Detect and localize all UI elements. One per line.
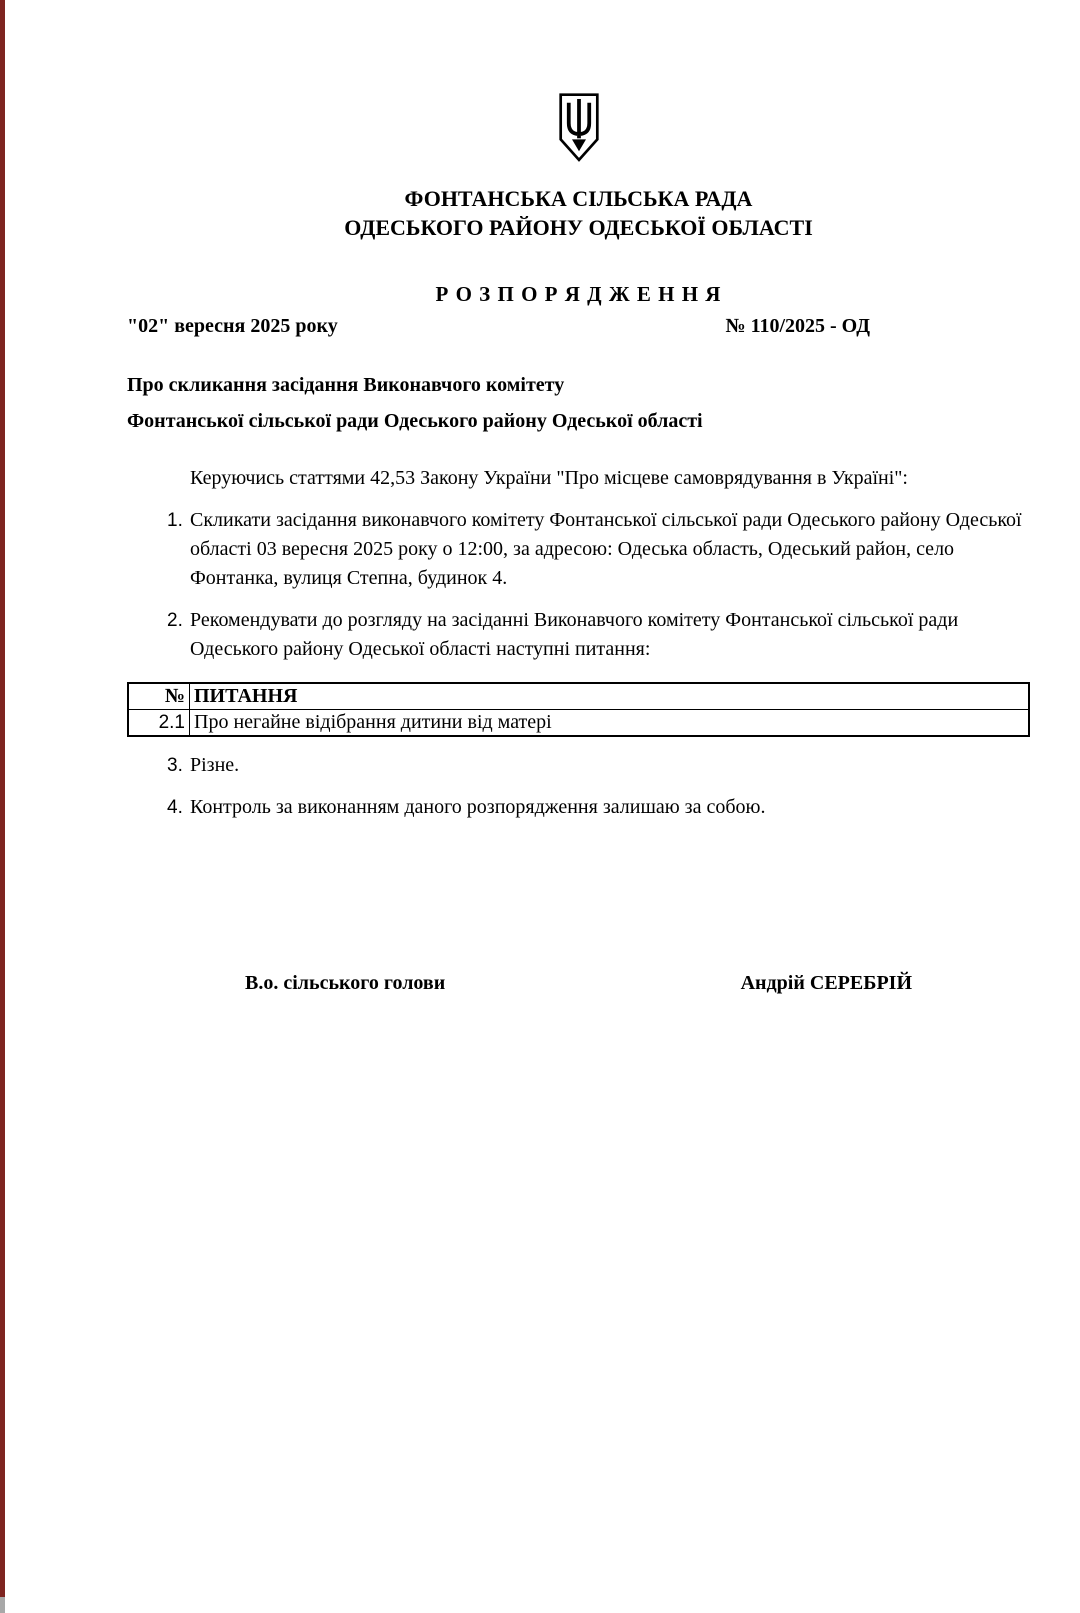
table-row: [128, 710, 1029, 737]
subject-line1: Про скликання засідання Виконавчого комітету: [127, 374, 565, 396]
ukraine-trident-emblem-icon: [552, 92, 606, 162]
table-header-num: №: [128, 683, 190, 710]
list-item-3-text: Різне.: [190, 754, 240, 776]
left-edge-strip-tail: [0, 1597, 5, 1613]
table-header-question: ПИТАННЯ: [190, 683, 1030, 710]
list-item-4: [127, 793, 1030, 822]
signature-row: [127, 970, 1030, 996]
list-item-3: [127, 751, 1030, 780]
table-cell-question: Про негайне відібрання дитини від матері: [190, 710, 1030, 737]
table-cell-num: 2.1: [128, 710, 190, 737]
subject-line2: Фонтанської сільської ради Одеського району Одеської області: [127, 410, 703, 432]
document-number: № 110/2025 - ОД: [725, 315, 870, 337]
questions-table: [127, 682, 1030, 737]
list-item-2: [127, 606, 1030, 664]
list-item-4-text: Контроль за виконанням даного розпорядження залишаю за собою.: [190, 796, 766, 818]
signer-title: В.о. сільського голови: [245, 972, 446, 994]
date-number-row: [127, 312, 870, 340]
list-item-1: [127, 506, 1030, 593]
list-item-3-number: 3.: [167, 755, 183, 776]
list-item-2-text: Рекомендувати до розгляду на засіданні Виконавчого комітету Фонтанської сільської ради Одеського району Одеської області наступні питання:: [190, 609, 959, 660]
org-name-line1: ФОНТАНСЬКА СІЛЬСЬКА РАДА: [404, 186, 753, 211]
org-name-line2: ОДЕСЬКОГО РАЙОНУ ОДЕСЬКОЇ ОБЛАСТІ: [344, 215, 813, 240]
list-item-1-number: 1.: [167, 510, 183, 531]
list-item-2-number: 2.: [167, 610, 183, 631]
document-date: "02" вересня 2025 року: [127, 315, 338, 337]
list-item-4-number: 4.: [167, 797, 183, 818]
questions-table-header-row: [128, 683, 1029, 710]
signer-name: Андрій СЕРЕБРІЙ: [740, 972, 912, 994]
preamble-text: Керуючись статтями 42,53 Закону України "Про місцеве самоврядування в Україні":: [190, 467, 908, 489]
left-edge-strip: [0, 0, 5, 1597]
org-header: [127, 184, 1030, 242]
document-type-title: Р О З П О Р Я Д Ж Е Н Н Я: [435, 282, 722, 306]
list-item-1-text: Скликати засідання виконавчого комітету Фонтанської сільської ради Одеського району Одеської області 03 вересня 2025 року о 12:00, за адресою: Одеська область, Одеський район, село Фонтанка, вулиця Степна, будинок 4.: [190, 509, 1022, 589]
